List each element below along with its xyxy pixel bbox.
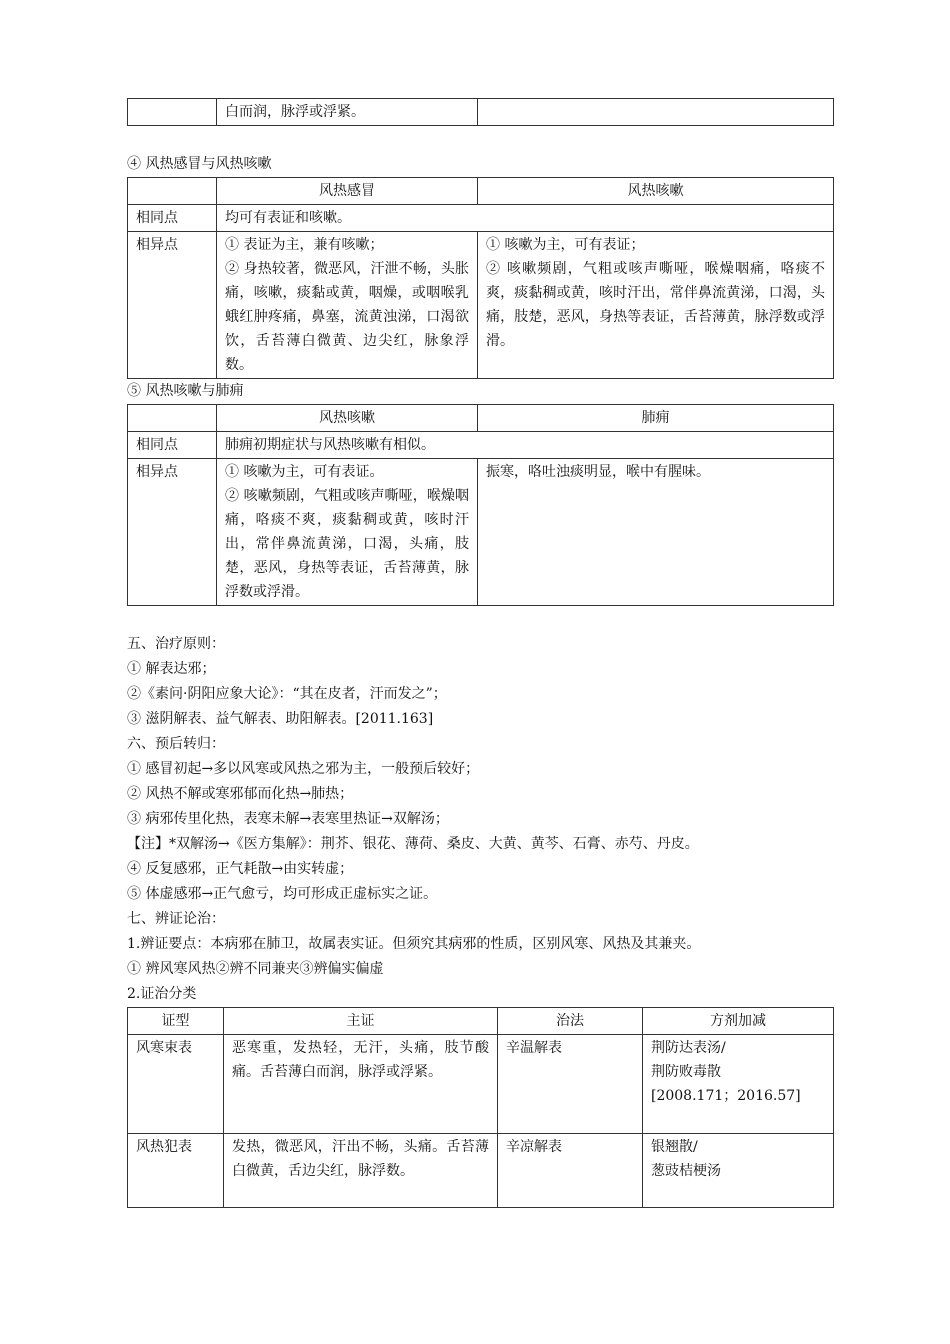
heading-prognosis: 六、预后转归： <box>127 736 225 752</box>
section4-diff-col1 <box>217 232 478 379</box>
treatment-row1-formula-line2: 荆防败毒散 <box>651 1064 721 1080</box>
differentiation-items: ① 辨风寒风热②辨不同兼夹③辨偏实偏虚 <box>127 961 384 977</box>
section5-header-col1: 风热咳嗽 <box>217 405 478 432</box>
treatment-header-method: 治法 <box>498 1008 643 1035</box>
prognosis-3: ③ 病邪传里化热，表寒未解→表寒里热证→双解汤； <box>127 811 449 827</box>
differentiation-key-points: 1.辨证要点：本病邪在肺卫，故属表实证。但须究其病邪的性质，区别风寒、风热及其兼夹。 <box>127 936 701 952</box>
section4-diff-col2 <box>478 232 834 379</box>
section4-header-empty <box>128 178 217 205</box>
section4-title: ④ 风热感冒与风热咳嗽 <box>127 156 272 172</box>
prognosis-4: ④ 反复感邪，正气耗散→由实转虚； <box>127 861 354 877</box>
treatment-row2-method: 辛凉解表 <box>498 1134 643 1208</box>
section5-diff-label: 相异点 <box>128 459 217 606</box>
treatment-row1-formula-line3: [2008.171；2016.57] <box>651 1088 801 1104</box>
top-table-cell-empty <box>128 99 217 126</box>
treatment-row2-formula-line2: 葱豉桔梗汤 <box>651 1163 721 1179</box>
treatment-row-wind-cold <box>128 1035 834 1134</box>
treatment-header-formula: 方剂加减 <box>643 1008 834 1035</box>
treatment-row1-symptoms: 恶寒重，发热轻，无汗，头痛，肢节酸痛。舌苔薄白而润，脉浮或浮紧。 <box>224 1035 498 1134</box>
prognosis-note: 【注】*双解汤→《医方集解》：荆芥、银花、薄荷、桑皮、大黄、黄芩、石膏、赤芍、丹皮。 <box>127 836 699 852</box>
section4-diff-col1-line1: ① 表证为主，兼有咳嗽； <box>225 237 384 253</box>
principle-3: ③ 滋阴解表、益气解表、助阳解表。[2011.163] <box>127 711 434 727</box>
section5-diff-col1-line2: ② 咳嗽频剧，气粗或咳声嘶哑，喉燥咽痛，咯痰不爽，痰黏稠或黄，咳时汗出，常伴鼻流黄涕，口渴，头痛，肢楚，恶风，身热等表证，舌苔薄黄，脉浮数或浮滑。 <box>225 488 469 600</box>
document-page <box>127 98 833 1208</box>
treatment-row-wind-heat <box>128 1134 834 1208</box>
treatment-header-type: 证型 <box>128 1008 224 1035</box>
section4-diff-row <box>128 232 834 379</box>
prognosis-2: ② 风热不解或寒邪郁而化热→肺热； <box>127 786 354 802</box>
treatment-header-symptoms: 主证 <box>224 1008 498 1035</box>
treatment-table <box>127 1007 834 1208</box>
section5-diff-col1 <box>217 459 478 606</box>
section4-header-col1: 风热感冒 <box>217 178 478 205</box>
section4-same-row <box>128 205 834 232</box>
principle-2: ②《素问·阴阳应象大论》：“其在皮者，汗而发之”； <box>127 686 447 702</box>
prognosis-5: ⑤ 体虚感邪→正气愈亏，均可形成正虚标实之证。 <box>127 886 438 902</box>
heading-differentiation: 七、辨证论治： <box>127 911 225 927</box>
section4-same-label: 相同点 <box>128 205 217 232</box>
section5-header-empty <box>128 405 217 432</box>
section4-diff-label: 相异点 <box>128 232 217 379</box>
top-table-fragment <box>127 98 834 126</box>
treatment-row2-formula <box>643 1134 834 1208</box>
heading-classification: 2.证治分类 <box>127 986 197 1002</box>
section4-diff-col2-line2: ② 咳嗽频剧，气粗或咳声嘶哑，喉燥咽痛，咯痰不爽，痰黏稠或黄，咳时汗出，常伴鼻流黄涕，口渴，头痛，肢楚，恶风，身热等表证，舌苔薄黄，脉浮数或浮滑。 <box>486 261 825 349</box>
top-table-cell-right <box>478 99 834 126</box>
treatment-row2-type: 风热犯表 <box>128 1134 224 1208</box>
section4-same-text: 均可有表证和咳嗽。 <box>217 205 834 232</box>
prognosis-1: ① 感冒初起→多以风寒或风热之邪为主，一般预后较好； <box>127 761 480 777</box>
treatment-row1-method: 辛温解表 <box>498 1035 643 1134</box>
section5-header-col2: 肺痈 <box>478 405 834 432</box>
section5-same-text: 肺痈初期症状与风热咳嗽有相似。 <box>217 432 834 459</box>
treatment-row1-type: 风寒束表 <box>128 1035 224 1134</box>
section4-header-col2: 风热咳嗽 <box>478 178 834 205</box>
section4-table <box>127 177 834 379</box>
top-table-cell-text: 白而润，脉浮或浮紧。 <box>217 99 478 126</box>
section5-diff-row <box>128 459 834 606</box>
treatment-row2-formula-line1: 银翘散/ <box>651 1139 698 1155</box>
section4-diff-col2-line1: ① 咳嗽为主，可有表证； <box>486 237 645 253</box>
section5-same-row <box>128 432 834 459</box>
treatment-row1-formula <box>643 1035 834 1134</box>
section5-header-row <box>128 405 834 432</box>
treatment-row2-symptoms: 发热，微恶风，汗出不畅，头痛。舌苔薄白微黄，舌边尖红，脉浮数。 <box>224 1134 498 1208</box>
treatment-row1-formula-line1: 荆防达表汤/ <box>651 1040 726 1056</box>
section5-same-label: 相同点 <box>128 432 217 459</box>
section5-diff-col2 <box>478 459 834 606</box>
section4-header-row <box>128 178 834 205</box>
heading-treatment-principles: 五、治疗原则： <box>127 636 225 652</box>
principle-1: ① 解表达邪； <box>127 661 216 677</box>
section4-diff-col1-line2: ② 身热较著，微恶风，汗泄不畅，头胀痛，咳嗽，痰黏或黄，咽燥，或咽喉乳蛾红肿疼痛，鼻塞，流黄浊涕，口渴欲饮，舌苔薄白微黄、边尖红，脉象浮数。 <box>225 261 469 373</box>
section5-title: ⑤ 风热咳嗽与肺痈 <box>127 383 244 399</box>
section5-table <box>127 404 834 606</box>
section5-diff-col1-line1: ① 咳嗽为主，可有表证。 <box>225 464 384 480</box>
section5-diff-col2-line1: 振寒，咯吐浊痰明显，喉中有腥味。 <box>486 464 710 480</box>
treatment-header-row <box>128 1008 834 1035</box>
